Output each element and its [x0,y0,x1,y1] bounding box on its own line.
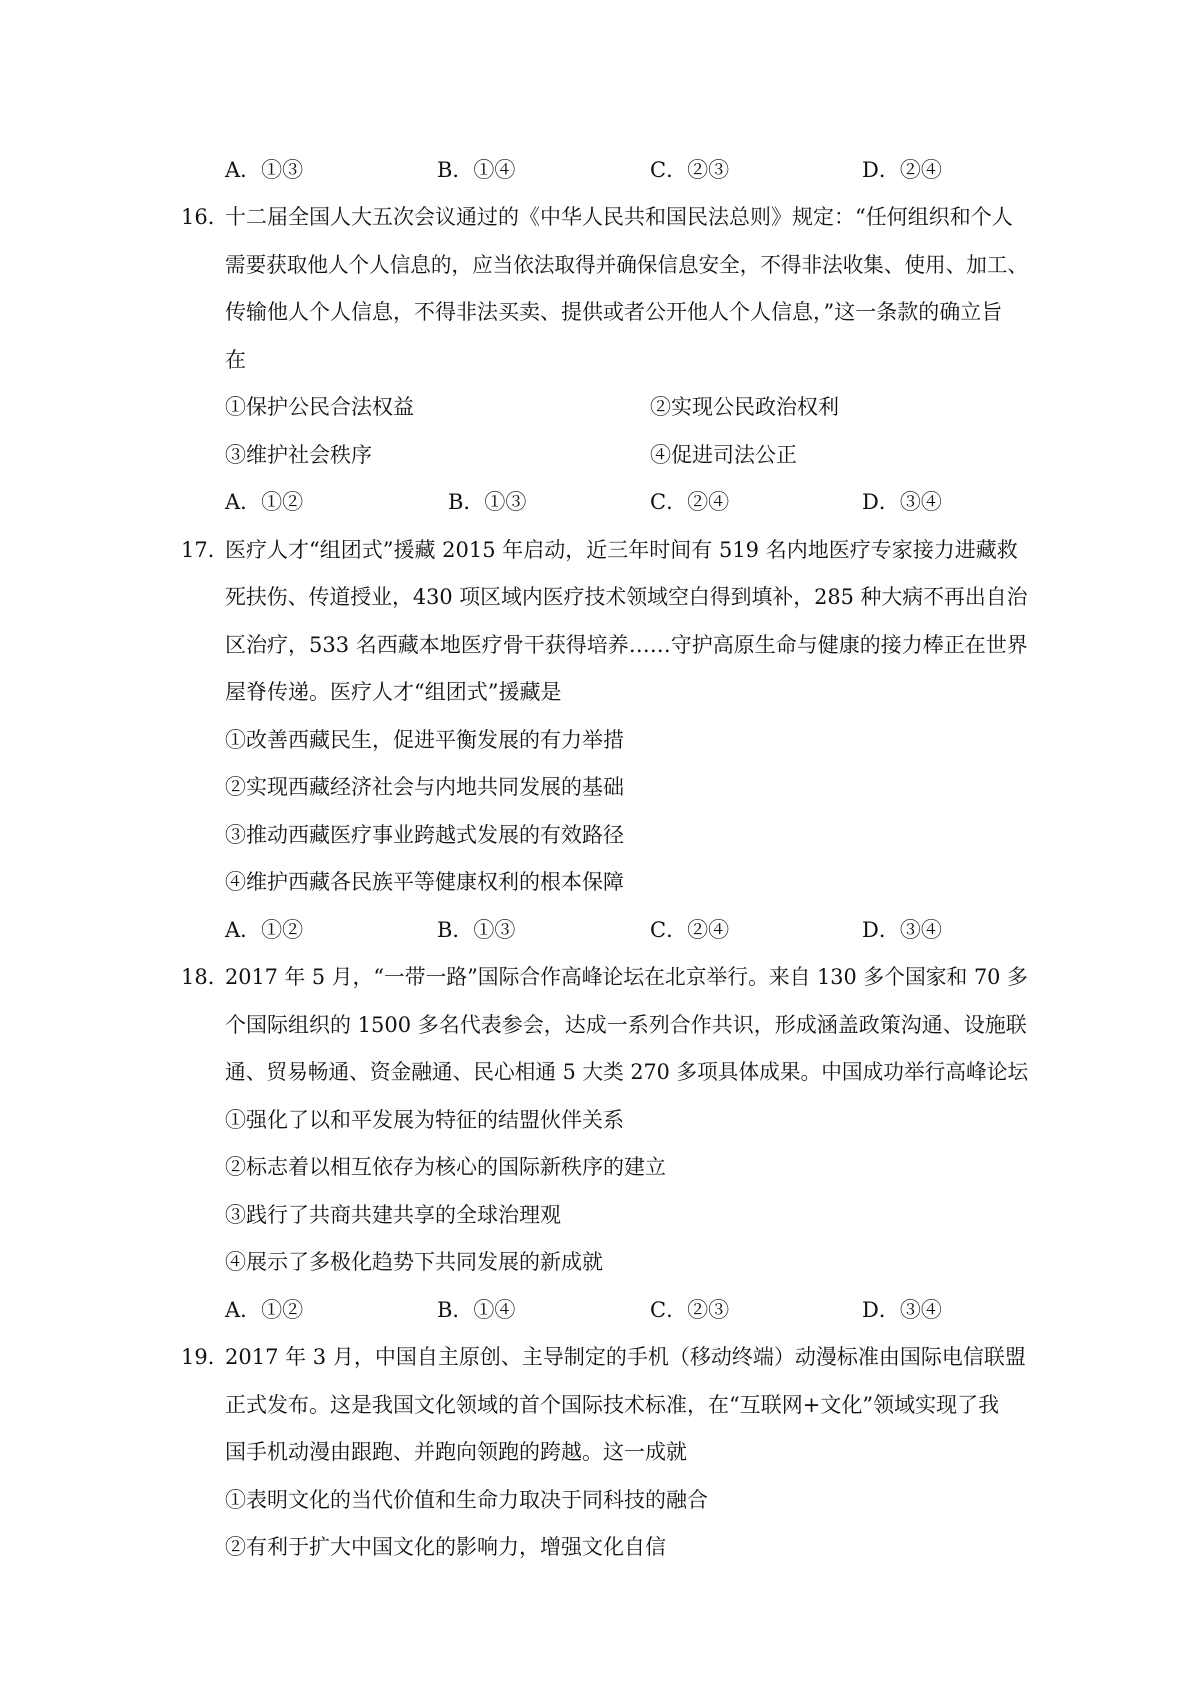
q18-item-2: ②标志着以相互依存为核心的国际新秩序的建立 [225,1155,666,1179]
q16-stem-line-2: 需要获取他人个人信息的，应当依法取得并确保信息安全，不得非法收集、使用、加工、 [225,253,1028,277]
q17-stem-line-3: 区治疗，533 名西藏本地医疗骨干获得培养……守护高原生命与健康的接力棒正在世界 [225,633,1028,657]
q17-item-1: ①改善西藏民生，促进平衡发展的有力举措 [225,728,624,752]
q19-stem-line-2: 正式发布。这是我国文化领域的首个国际技术标准，在“互联网+文化”领域实现了我 [225,1393,1000,1417]
q17-item-3: ③推动西藏医疗事业跨越式发展的有效路径 [225,823,624,847]
q18-stem-line-1: 2017 年 5 月，“一带一路”国际合作高峰论坛在北京举行。来自 130 多个国家和 70 多 [225,965,1028,989]
q16-number: 16． [181,205,229,229]
q16-stem-line-1: 十二届全国人大五次会议通过的《中华人民共和国民法总则》规定：“任何组织和个人 [225,205,1013,229]
q16-stem-line-3: 传输他人个人信息，不得非法买卖、提供或者公开他人个人信息，”这一条款的确立旨 [225,300,1003,324]
q18-number: 18． [181,965,229,989]
q17-item-2: ②实现西藏经济社会与内地共同发展的基础 [225,775,624,799]
q17-stem-line-2: 死扶伤、传道授业，430 项区域内医疗技术领域空白得到填补，285 种大病不再出自治 [225,585,1028,609]
q19-item-2: ②有利于扩大中国文化的影响力，增强文化自信 [225,1535,666,1559]
q18-stem-line-3: 通、贸易畅通、资金融通、民心相通 5 大类 270 多项具体成果。中国成功举行高峰论坛 [225,1060,1029,1084]
q18-option-d: D．③④ [862,1298,942,1322]
q16-item-2: ②实现公民政治权利 [650,395,839,419]
q18-stem-line-2: 个国际组织的 1500 多名代表参会，达成一系列合作共识，形成涵盖政策沟通、设施联 [225,1013,1027,1037]
q16-option-b: B．①③ [448,490,527,514]
q17-stem-line-1: 医疗人才“组团式”援藏 2015 年启动，近三年时间有 519 名内地医疗专家接力进藏救 [225,538,1018,562]
q17-option-c: C．②④ [650,918,730,942]
q16-option-a: A．①② [225,490,304,514]
q17-option-b: B．①③ [437,918,516,942]
q18-option-a: A．①② [225,1298,304,1322]
q15-option-b: B．①④ [437,158,516,182]
q19-stem-line-1: 2017 年 3 月，中国自主原创、主导制定的手机（移动终端）动漫标准由国际电信联盟 [225,1345,1026,1369]
q16-item-4: ④促进司法公正 [650,443,797,467]
q15-option-d: D．②④ [862,158,942,182]
q18-option-c: C．②③ [650,1298,730,1322]
q18-option-b: B．①④ [437,1298,516,1322]
q16-stem-line-4: 在 [225,348,246,372]
q17-option-a: A．①② [225,918,304,942]
q15-option-c: C．②③ [650,158,730,182]
q18-item-4: ④展示了多极化趋势下共同发展的新成就 [225,1250,603,1274]
q19-number: 19． [181,1345,229,1369]
q18-item-1: ①强化了以和平发展为特征的结盟伙伴关系 [225,1108,624,1132]
q19-stem-line-3: 国手机动漫由跟跑、并跑向领跑的跨越。这一成就 [225,1440,687,1464]
q17-item-4: ④维护西藏各民族平等健康权利的根本保障 [225,870,624,894]
q17-option-d: D．③④ [862,918,942,942]
q16-option-c: C．②④ [650,490,730,514]
q17-number: 17． [181,538,229,562]
q19-item-1: ①表明文化的当代价值和生命力取决于同科技的融合 [225,1488,708,1512]
q15-option-a: A．①③ [225,158,304,182]
q16-option-d: D．③④ [862,490,942,514]
q16-item-3: ③维护社会秩序 [225,443,372,467]
q18-item-3: ③践行了共商共建共享的全球治理观 [225,1203,561,1227]
q16-item-1: ①保护公民合法权益 [225,395,414,419]
q17-stem-line-4: 屋脊传递。医疗人才“组团式”援藏是 [225,680,562,704]
